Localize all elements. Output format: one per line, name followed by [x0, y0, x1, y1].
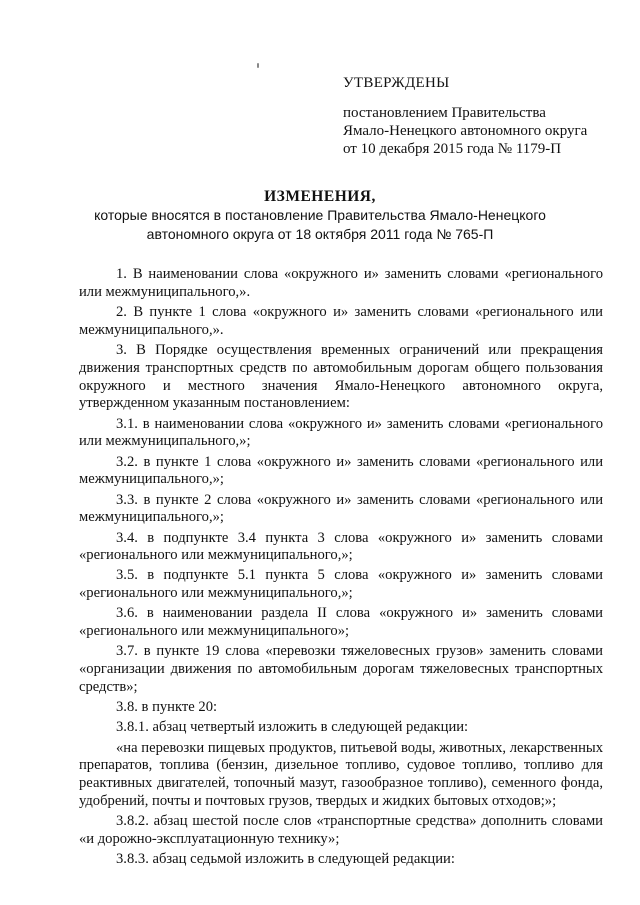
paragraph: 1. В наименовании слова «окружного и» заменить словами «регионального или межмуниципального,». — [79, 266, 603, 300]
paragraph: 3.2. в пункте 1 слова «окружного и» заменить словами «регионального или межмуниципального,»; — [79, 453, 603, 488]
paragraph: 3.4. в подпункте 3.4 пункта 3 слова «окружного и» заменить словами «регионального или межмуниципального,»; — [79, 529, 603, 564]
approval-block — [343, 74, 623, 158]
paragraph: 3.8.2. абзац шестой после слов «транспортные средства» дополнить словами «и дорожно-эксплуатационную технику»; — [79, 813, 603, 847]
amendments-body — [79, 266, 603, 871]
paragraph: 3.5. в подпункте 5.1 пункта 5 слова «окружного и» заменить словами «регионального или межмуниципального,»; — [79, 567, 603, 602]
approval-line-1: постановлением Правительства — [343, 105, 546, 121]
paragraph: 3. В Порядке осуществления временных ограничений или прекращения движения транспортных средств по автомобильным дорогам общего пользования окружного и местного значения Ямало-Ненецкого автономного округа, утвержденном указанным постановлением: — [79, 341, 603, 412]
approval-heading: УТВЕРЖДЕНЫ — [343, 75, 450, 91]
subtitle-line-2: автономного округа от 18 октября 2011 года № 765-П — [146, 226, 494, 242]
paragraph: 3.8. в пункте 20: — [116, 699, 218, 716]
paragraph: 3.8.3. абзац седьмой изложить в следующей редакции: — [116, 851, 455, 868]
scan-speck — [257, 63, 259, 68]
document-subtitle — [0, 206, 640, 244]
paragraph: 3.1. в наименовании слова «окружного и» заменить словами «регионального или межмуниципального,»; — [79, 415, 603, 450]
document-title: ИЗМЕНЕНИЯ, — [264, 188, 376, 205]
paragraph: 3.3. в пункте 2 слова «окружного и» заменить словами «регионального или межмуниципального,»; — [79, 491, 603, 526]
paragraph: 3.6. в наименовании раздела II слова «окружного и» заменить словами «регионального или межмуниципального»; — [79, 605, 603, 640]
paragraph: «на перевозки пищевых продуктов, питьевой воды, животных, лекарственных препаратов, топлива (бензин, дизельное топливо, судовое топливо, топливо для реактивных двигателей, топочный мазут, газообразное топливо), семенного фонда, удобрений, почты и почтовых грузов, твердых и жидких бытовых отходов;»; — [79, 739, 603, 809]
approval-line-3: от 10 декабря 2015 года № 1179-П — [343, 141, 562, 157]
paragraph: 3.7. в пункте 19 слова «перевозки тяжеловесных грузов» заменить словами «организации движения по автомобильным дорогам тяжеловесных транспортных средств»; — [79, 643, 603, 696]
paragraph: 2. В пункте 1 слова «окружного и» заменить словами «регионального или межмуниципального,». — [79, 303, 603, 338]
paragraph: 3.8.1. абзац четвертый изложить в следующей редакции: — [116, 719, 469, 736]
approval-line-2: Ямало-Ненецкого автономного округа — [343, 123, 588, 139]
subtitle-line-1: которые вносятся в постановление Правительства Ямало-Ненецкого — [94, 207, 546, 223]
